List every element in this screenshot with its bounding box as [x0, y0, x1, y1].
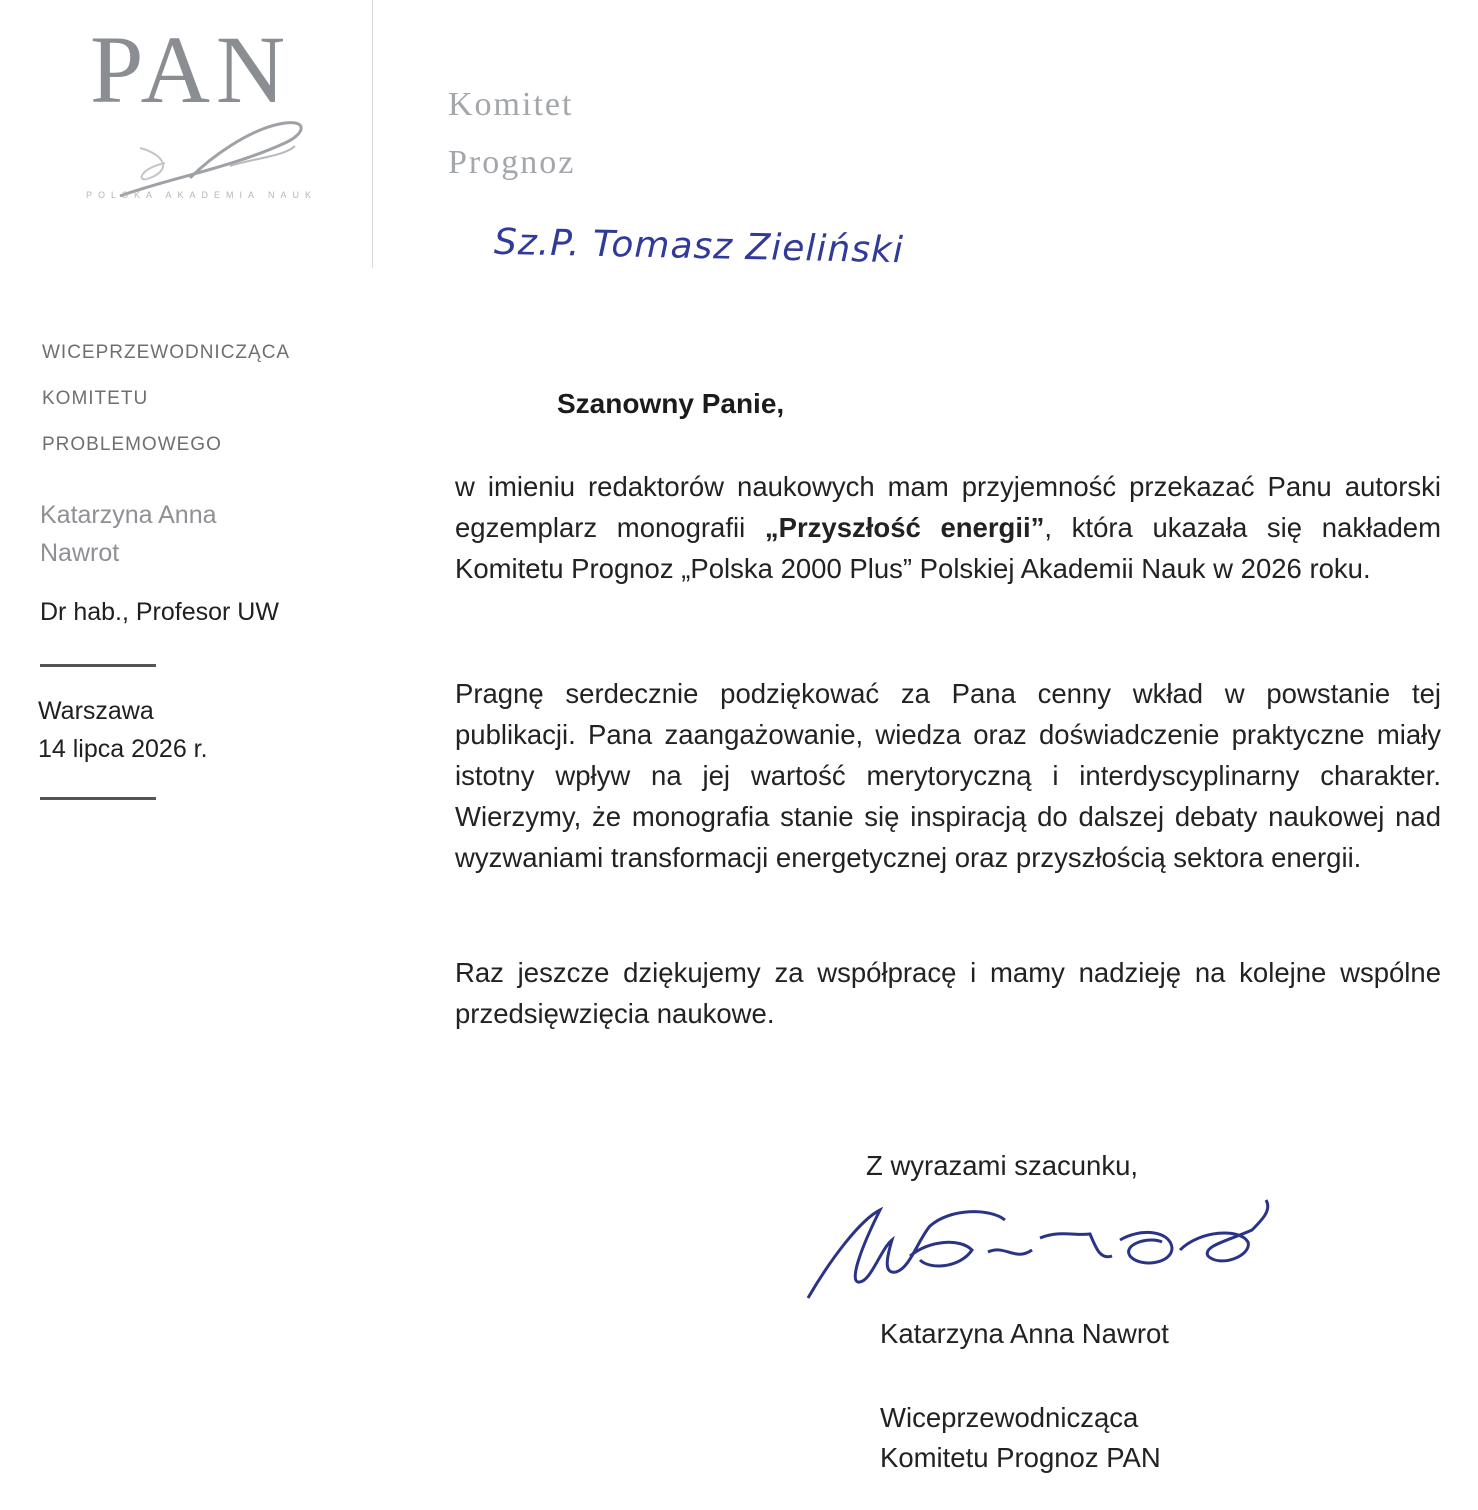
handwritten-recipient: Sz.P. Tomasz Zieliński — [493, 221, 905, 272]
paragraph-text: Raz jeszcze dziękujemy za współpracę i mamy nadzieję na kolejne wspólne przedsięwzięcia naukowe. — [455, 957, 1441, 1029]
header-divider — [372, 0, 373, 268]
sidebar-title-line: PROBLEMOWEGO — [42, 434, 222, 455]
letter-paragraph-2 — [455, 673, 1441, 878]
signer-name: Katarzyna Anna Nawrot — [880, 1318, 1169, 1349]
salutation: Szanowny Panie, — [557, 388, 785, 419]
logo-wordmark: PAN — [90, 16, 292, 123]
monograph-title: „Przyszłość energii” — [764, 512, 1045, 543]
sidebar-title-line: WICEPRZEWODNICZĄCA — [42, 342, 291, 363]
paragraph-text: , która ukazała się nakładem Komitetu Prognoz „Polska 2000 Plus” Polskiej Akademii Nauk w 2026 roku. — [455, 512, 1441, 584]
sidebar-name-line: Nawrot — [40, 539, 120, 567]
divider-rule — [40, 797, 156, 800]
divider-rule — [40, 664, 156, 667]
closing-phrase: Z wyrazami szacunku, — [866, 1150, 1139, 1181]
sidebar-name-line: Katarzyna Anna — [40, 501, 217, 529]
sidebar-title — [42, 330, 290, 468]
letter-paragraph-3 — [455, 952, 1441, 1034]
committee-line-2: Prognoz — [448, 144, 576, 181]
sidebar-title-line: KOMITETU — [42, 388, 149, 409]
sidebar-name — [40, 496, 300, 572]
signer-role-line: Wiceprzewodnicząca — [880, 1402, 1139, 1433]
sidebar-place: Warszawa — [38, 697, 154, 725]
signer-role-line: Komitetu Prognoz PAN — [880, 1442, 1161, 1473]
sidebar-date: 14 lipca 2026 r. — [38, 735, 208, 763]
paragraph-text: Pragnę serdecznie podziękować za Pana cenny wkład w powstanie tej publikacji. Pana zaangażowanie, wiedza oraz doświadczenie praktyczne miały istotny wpływ na jej wartość merytoryczną i interdyscyplinarny charakter. Wierzymy, że monografia stanie się inspiracją do dalszej debaty naukowej nad wyzwaniami transformacji energetycznej oraz przyszłością sektora energii. — [455, 678, 1441, 873]
signer-role — [880, 1398, 1161, 1478]
handwritten-signature — [800, 1190, 1280, 1310]
committee-line-1: Komitet — [448, 86, 574, 123]
sidebar-degree: Dr hab., Profesor UW — [40, 598, 279, 626]
paragraph-text: w imieniu redaktorów naukowych mam przyjemność przekazać Panu autorski egzemplarz monografii — [455, 471, 1441, 543]
committee-name — [448, 76, 575, 192]
logo-subtitle: POLSKA AKADEMIA NAUK — [86, 190, 318, 200]
sidebar-place-date — [38, 692, 208, 768]
letter-paragraph-1 — [455, 466, 1441, 589]
